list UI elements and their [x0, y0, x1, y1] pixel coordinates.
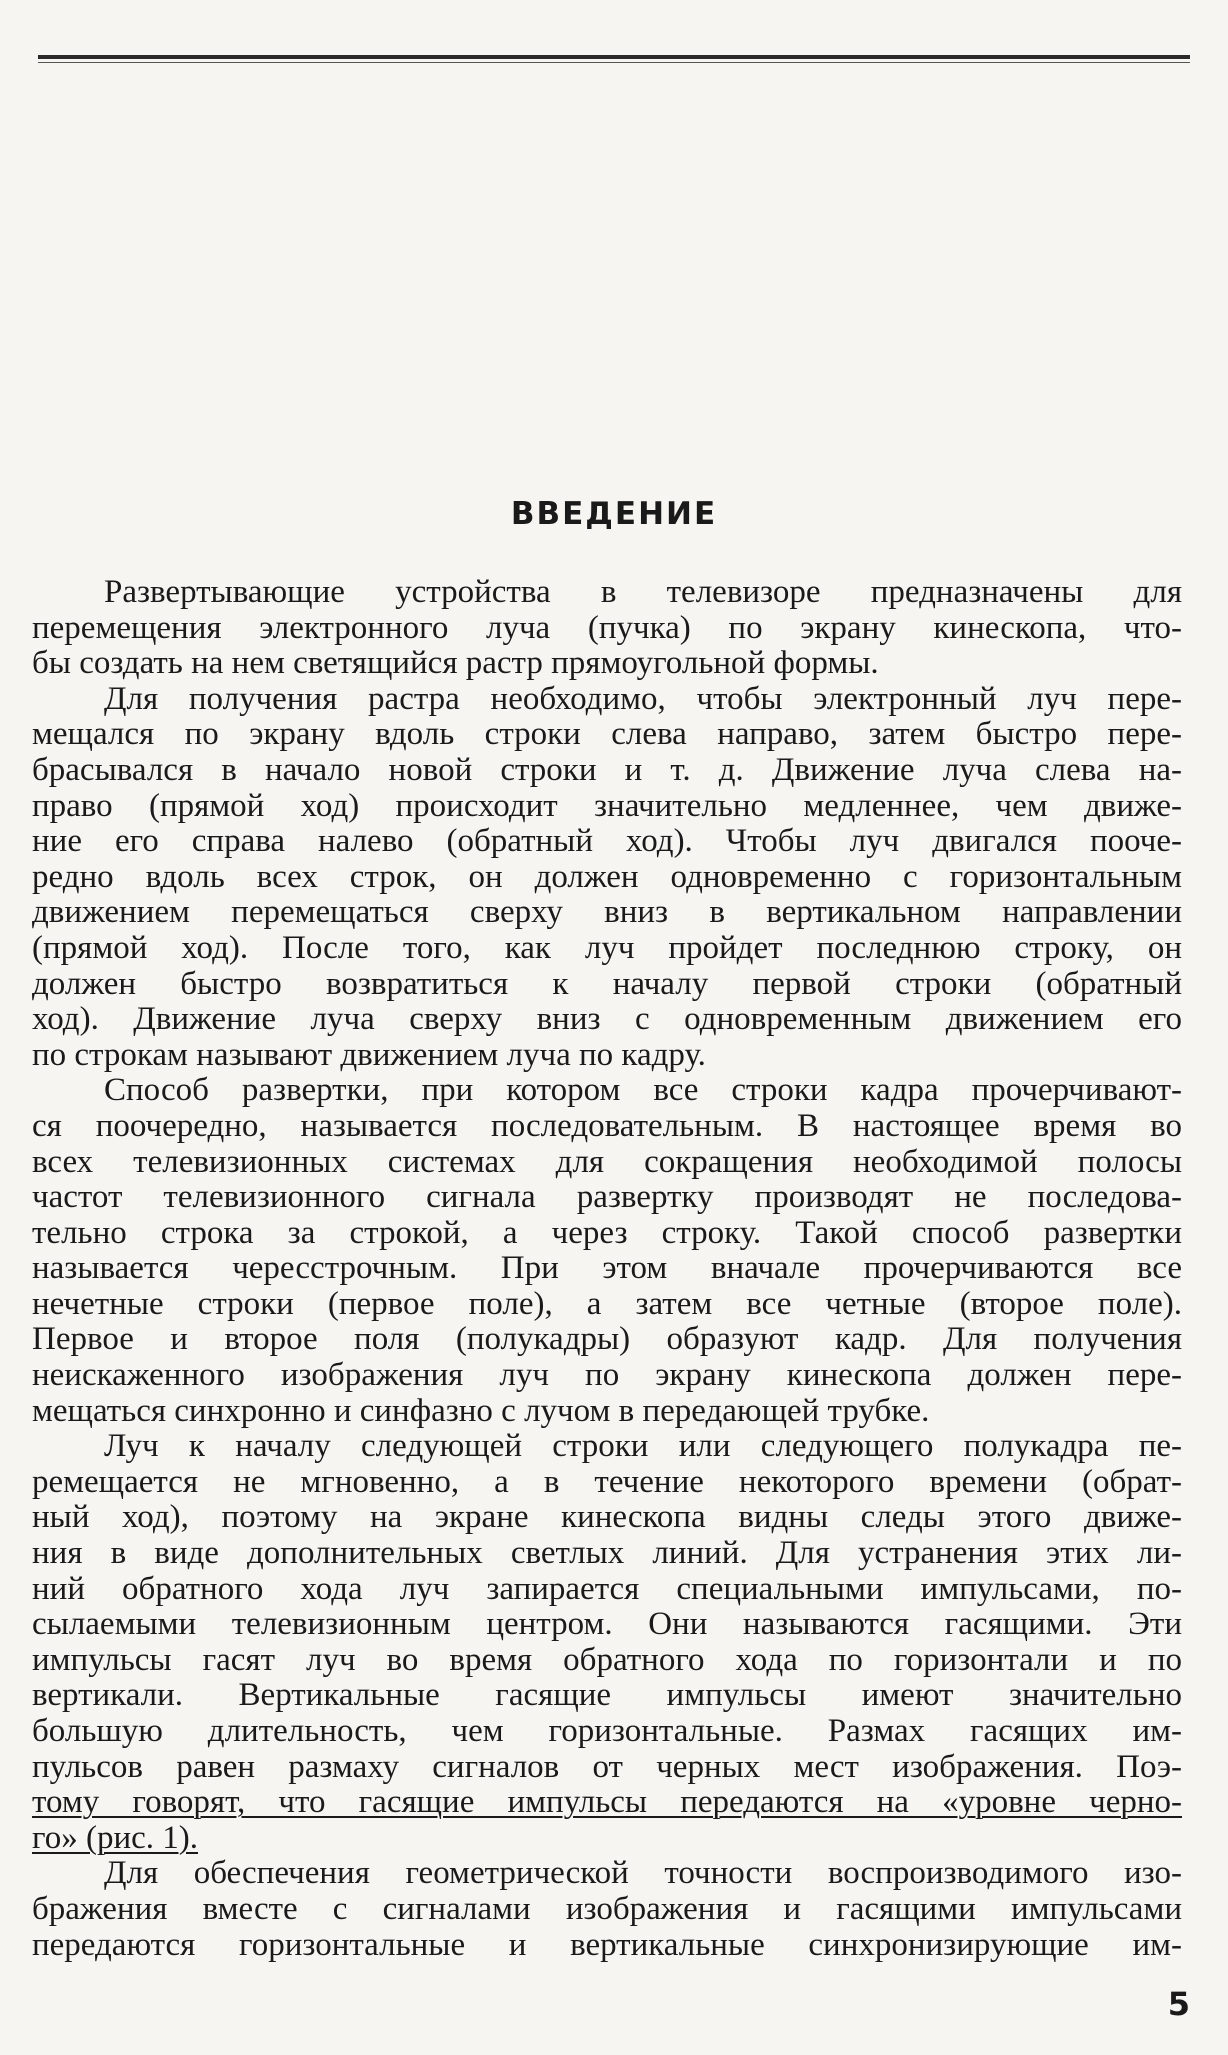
text-line: бражения вместе с сигналами изображения и гасящими импульсами: [32, 1891, 1182, 1927]
top-rule: [38, 55, 1190, 59]
body-text: [32, 575, 1182, 1963]
text-line: право (прямой ход) происходит значительно медленнее, чем движе-: [32, 788, 1182, 824]
text-line: импульсы гасят луч во время обратного хода по горизонтали и по: [32, 1642, 1182, 1678]
text-line: ний обратного хода луч запирается специальными импульсами, по-: [32, 1571, 1182, 1607]
text-line: ся поочередно, называется последовательным. В настоящее время во: [32, 1108, 1182, 1144]
text-line: ремещается не мгновенно, а в течение некоторого времени (обрат-: [32, 1464, 1182, 1500]
text-line: передаются горизонтальные и вертикальные синхронизирующие им-: [32, 1927, 1182, 1963]
text-line: нечетные строки (первое поле), а затем все четные (второе поле).: [32, 1286, 1182, 1322]
top-rule-thin: [38, 62, 1190, 63]
text-line: пульсов равен размаху сигналов от черных мест изображения. Поэ-: [32, 1749, 1182, 1785]
text-line: называется чересстрочным. При этом вначале прочерчиваются все: [32, 1251, 1182, 1287]
text-line: перемещения электронного луча (пучка) по экрану кинескопа, что-: [32, 610, 1182, 646]
text-line: мещался по экрану вдоль строки слева направо, затем быстро пере-: [32, 717, 1182, 753]
text-line: ния в виде дополнительных светлых линий. Для устранения этих ли-: [32, 1536, 1182, 1572]
text-line: Способ развертки, при котором все строки кадра прочерчивают-: [104, 1073, 1182, 1109]
text-line: большую длительность, чем горизонтальные. Размах гасящих им-: [32, 1714, 1182, 1749]
text-line: (прямой ход). После того, как луч пройдет последнюю строку, он: [32, 930, 1182, 966]
text-line: сылаемыми телевизионным центром. Они называются гасящими. Эти: [32, 1607, 1182, 1643]
text-line: неискаженного изображения луч по экрану кинескопа должен пере-: [32, 1358, 1182, 1394]
page-number: 5: [1167, 1985, 1190, 2023]
text-line: Для обеспечения геометрической точности воспроизводимого изо-: [104, 1856, 1182, 1892]
text-line: Луч к началу следующей строки или следующего полукадра пе-: [104, 1429, 1182, 1465]
text-line: брасывался в начало новой строки и т. д. Движение луча слева на-: [32, 752, 1182, 788]
text-line: Первое и второе поля (полукадры) образуют кадр. Для получения: [32, 1322, 1182, 1358]
text-line: Развертывающие устройства в телевизоре предназначены для: [104, 575, 1182, 610]
text-line-underlined: го» (рис. 1).: [32, 1820, 198, 1856]
text-line: тельно строка за строкой, а через строку. Такой способ развертки: [32, 1215, 1182, 1251]
text-line-underlined: тому говорят, что гасящие импульсы передаются на «уровне черно-: [32, 1785, 1182, 1821]
text-line: должен быстро возвратиться к началу первой строки (обратный: [32, 966, 1182, 1002]
text-line: по строкам называют движением луча по кадру.: [32, 1037, 706, 1073]
text-line: вертикали. Вертикальные гасящие импульсы имеют значительно: [32, 1678, 1182, 1714]
text-line: ход). Движение луча сверху вниз с одновременным движением его: [32, 1002, 1182, 1038]
text-line: редно вдоль всех строк, он должен одновременно с горизонтальным: [32, 859, 1182, 895]
text-line: ние его справа налево (обратный ход). Чтобы луч двигался пооче-: [32, 824, 1182, 860]
text-line: Для получения растра необходимо, чтобы электронный луч пере-: [104, 681, 1182, 717]
text-line: всех телевизионных системах для сокращения необходимой полосы: [32, 1144, 1182, 1180]
text-line: бы создать на нем светящийся растр прямоугольной формы.: [32, 646, 879, 682]
text-line: движением перемещаться сверху вниз в вертикальном направлении: [32, 895, 1182, 931]
text-line: частот телевизионного сигнала развертку производят не последова-: [32, 1180, 1182, 1216]
text-line: ный ход), поэтому на экране кинескопа видны следы этого движе-: [32, 1500, 1182, 1536]
text-line: мещаться синхронно и синфазно с лучом в передающей трубке.: [32, 1393, 930, 1429]
chapter-title: ВВЕДЕНИЕ: [510, 496, 718, 532]
